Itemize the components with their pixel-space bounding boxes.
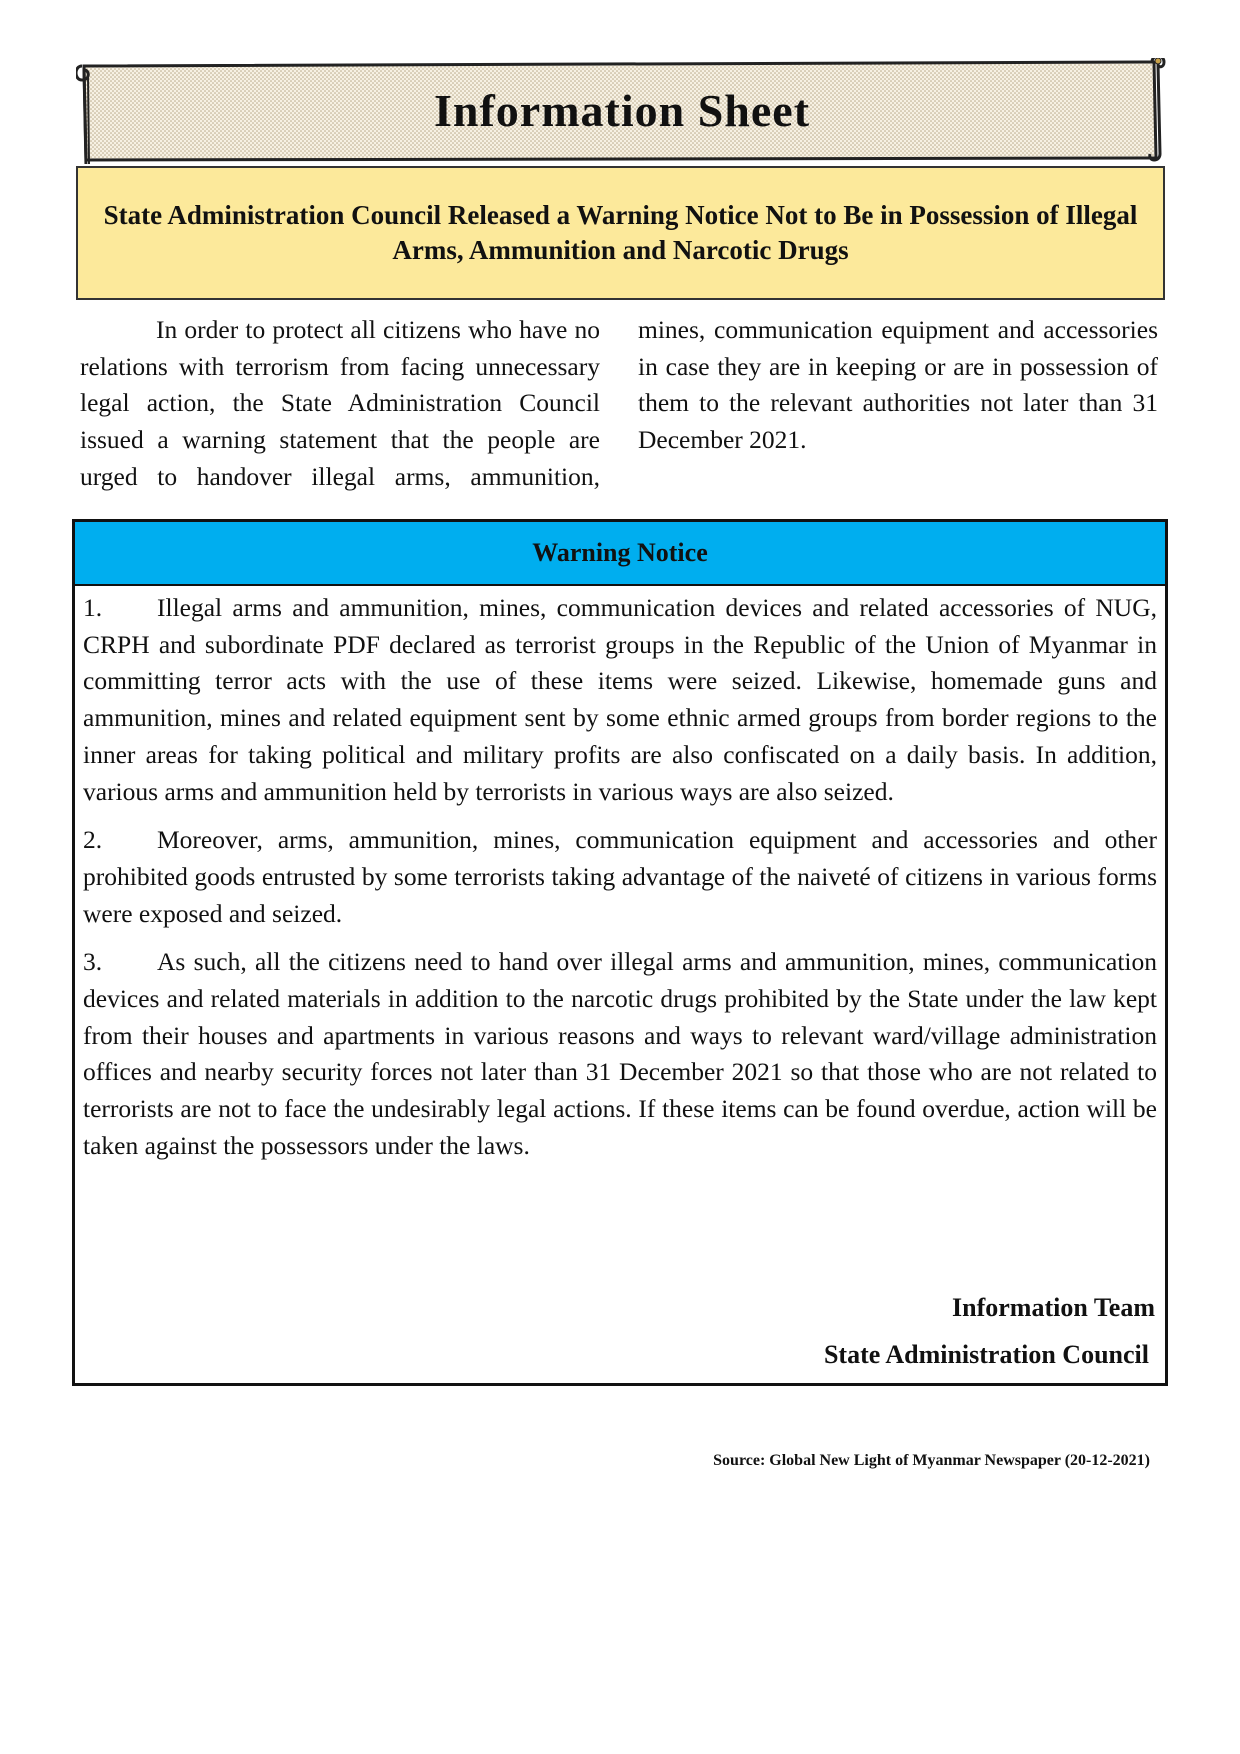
- intro-columns: [80, 312, 1158, 496]
- signature-council: State Administration Council: [823, 1340, 1149, 1369]
- notice-item-text: Moreover, arms, ammunition, mines, communication equipment and accessories and other prohibited goods entrusted by some terrorists taking advantage of the naiveté of citizens in various forms were exposed and seized.: [83, 825, 1157, 928]
- warning-notice-box: [72, 519, 1168, 1386]
- notice-item-number: 1.: [83, 593, 103, 622]
- warning-notice-title: Warning Notice: [75, 522, 1165, 586]
- intro-paragraph: In order to protect all citizens who have no relations with terrorism from facing unnecessary legal action, the State Administration Council issued a warning statement that the people are urged to handover illegal arms, ammunition, mines, communication equipment and accessories in case they are in keeping or are in possession of them to the relevant authorities not later than 31 December 2021.: [80, 315, 1158, 491]
- notice-item-text: Illegal arms and ammunition, mines, communication devices and related accessories of NUG, CRPH and subordinate PDF declared as terrorist groups in the Republic of the Union of Myanmar in committing terror acts with the use of these items were seized. Likewise, homemade guns and ammunition, mines and related equipment sent by some ethnic armed groups from border regions to the inner areas for taking political and military profits are also confiscated on a daily basis. In addition, various arms and ammunition held by terrorists in various ways are also seized.: [83, 593, 1157, 806]
- page-title: Information Sheet: [433, 85, 811, 136]
- warning-notice-body: [75, 586, 1165, 1165]
- headline-text: State Administration Council Released a Warning Notice Not to Be in Possession of Illegal Arms, Ammunition and Narcotic Drugs: [103, 200, 1138, 265]
- notice-item-text: As such, all the citizens need to hand over illegal arms and ammunition, mines, communication devices and related materials in addition to the narcotic drugs prohibited by the State under the law kept from their houses and apartments in various reasons and ways to relevant ward/village administration offices and nearby security forces not later than 31 December 2021 so that those who are not related to terrorists are not to face the undesirably legal actions. If these items can be found overdue, action will be taken against the possessors under the laws.: [83, 947, 1157, 1160]
- notice-item-1: [83, 590, 1157, 810]
- signature-team: Information Team: [952, 1293, 1155, 1322]
- notice-item-number: 3.: [83, 947, 103, 977]
- title-banner-scroll: [76, 58, 1168, 164]
- notice-item-3: [83, 944, 1157, 1164]
- notice-item-number: 2.: [83, 825, 103, 855]
- source-citation: Source: Global New Light of Myanmar Newspaper (20-12-2021): [713, 1452, 1150, 1469]
- notice-item-2: [83, 822, 1157, 932]
- headline-box: [76, 166, 1165, 300]
